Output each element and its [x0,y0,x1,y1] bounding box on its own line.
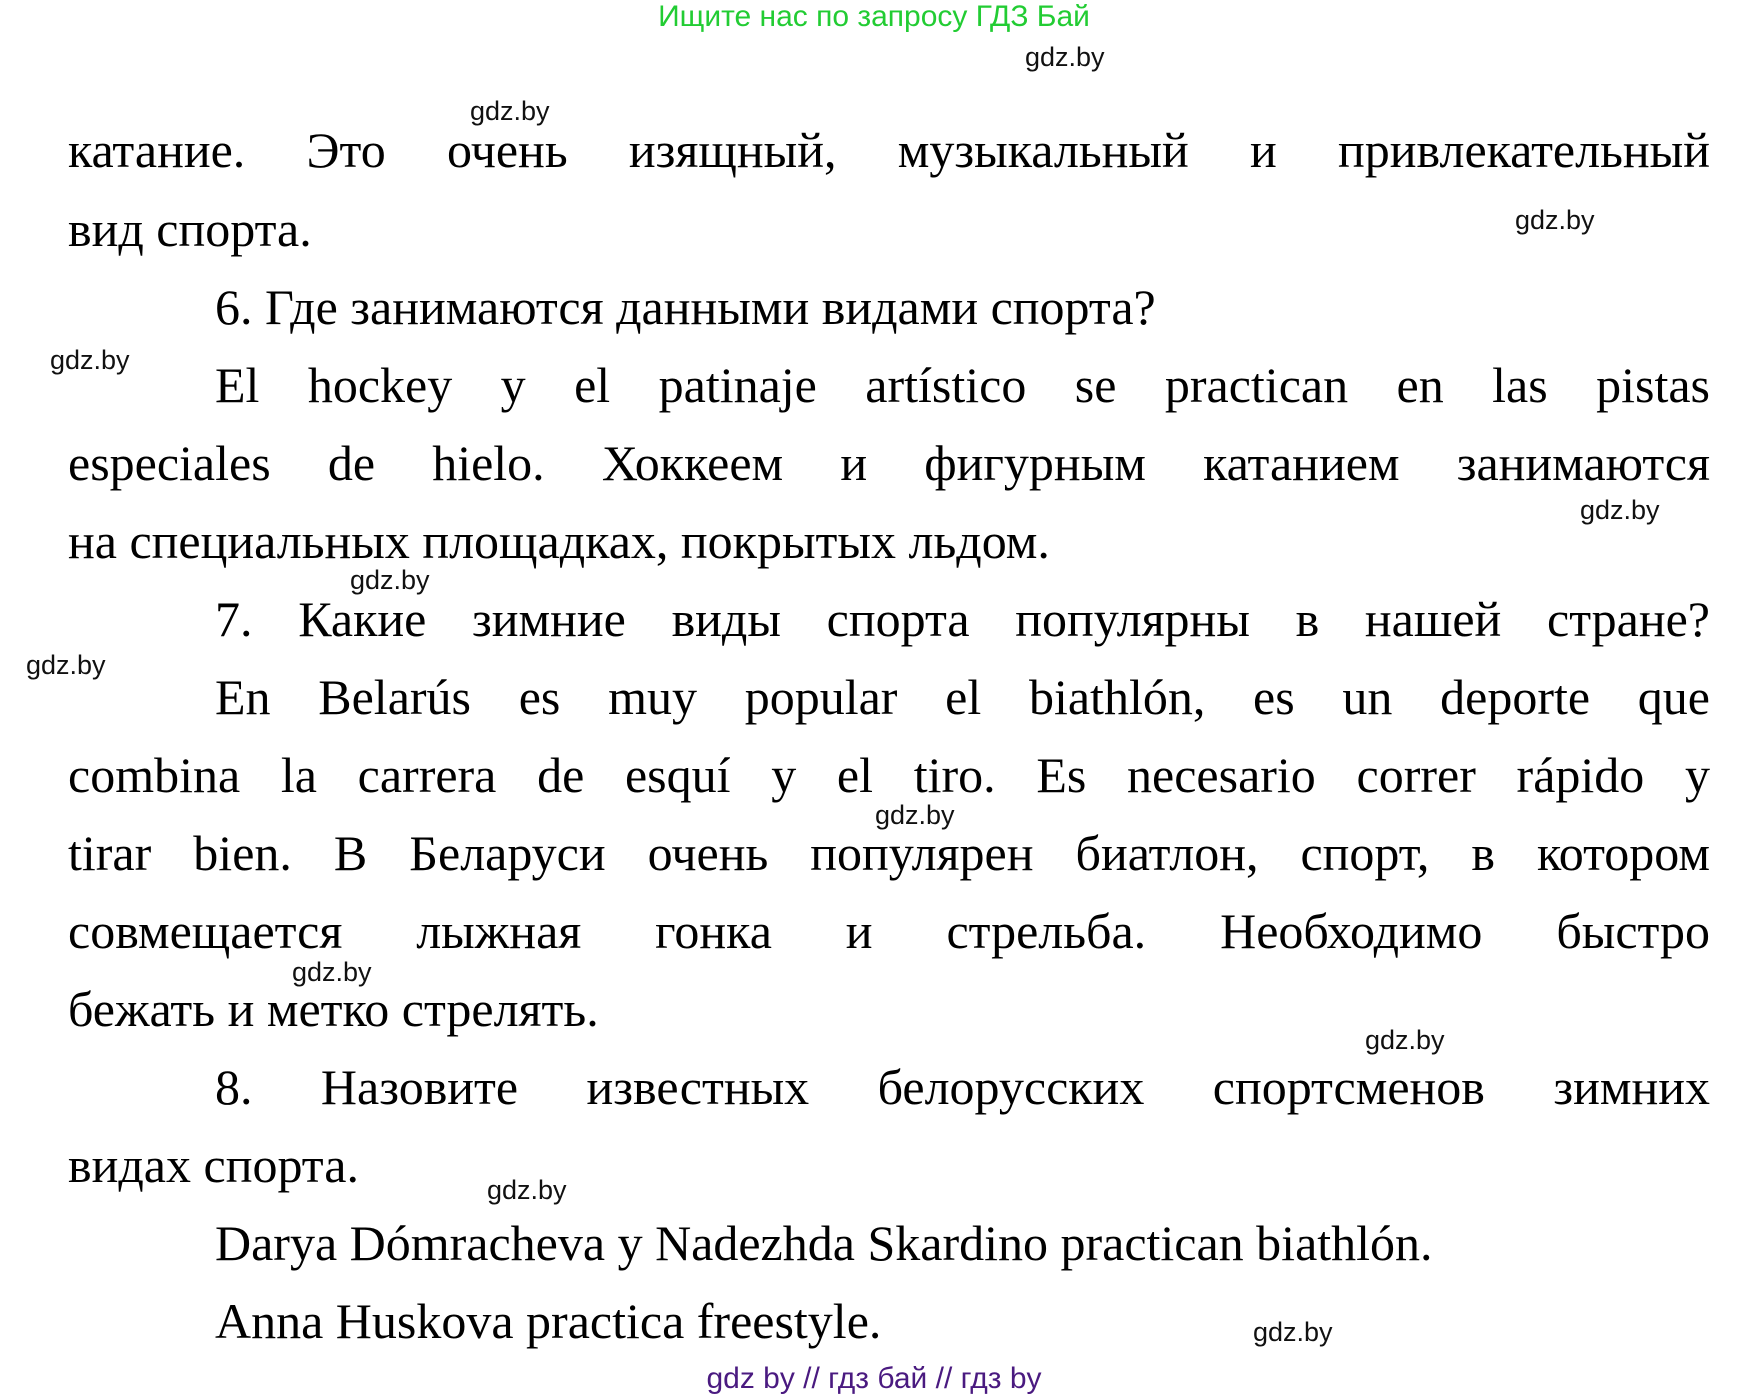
watermark: gdz.by [50,345,130,375]
text-line: видах спорта. [68,1137,359,1193]
footer-links: gdz by // гдз бай // гдз by [706,1362,1042,1395]
text-line: катание. Это очень изящный, музыкальный и привлекательный [68,122,1710,178]
answer-line: бежать и метко стрелять. [68,981,599,1037]
answer-line: El hockey y el patinaje artístico se practican en las pistas [215,357,1710,413]
watermark: gdz.by [350,565,430,595]
watermark: gdz.by [1365,1025,1445,1055]
answer-line: En Belarús es muy popular el biathlón, es un deporte que [215,669,1710,725]
answer-line: Anna Huskova practica freestyle. [215,1293,882,1349]
answer-line: на специальных площадках, покрытых льдом. [68,513,1050,569]
answer-line: combina la carrera de esquí y el tiro. Es necesario correr rápido y [68,747,1710,803]
question-7: 7. Какие зимние виды спорта популярны в нашей стране? [215,591,1710,647]
watermark: gdz.by [875,800,955,830]
watermark: gdz.by [1515,205,1595,235]
watermark: gdz.by [470,96,550,126]
question-8: 8. Назовите известных белорусских спортсменов зимних [215,1059,1710,1115]
watermark: gdz.by [1253,1317,1333,1347]
answer-line: Darya Dómracheva y Nadezhda Skardino practican biathlón. [215,1215,1433,1271]
answer-line: совмещается лыжная гонка и стрельба. Необходимо быстро [68,903,1710,959]
watermark: gdz.by [1025,42,1105,72]
answer-line: especiales de hielo. Хоккеем и фигурным катанием занимаются [68,435,1710,491]
watermark: gdz.by [292,957,372,987]
text-line: вид спорта. [68,201,312,257]
question-6: 6. Где занимаются данными видами спорта? [215,279,1156,335]
watermark: gdz.by [26,650,106,680]
watermark: gdz.by [487,1175,567,1205]
watermark: gdz.by [1580,495,1660,525]
search-hint-banner: Ищите нас по запросу ГДЗ Бай [658,0,1090,33]
answer-line: tirar bien. В Беларуси очень популярен биатлон, спорт, в котором [68,825,1710,881]
